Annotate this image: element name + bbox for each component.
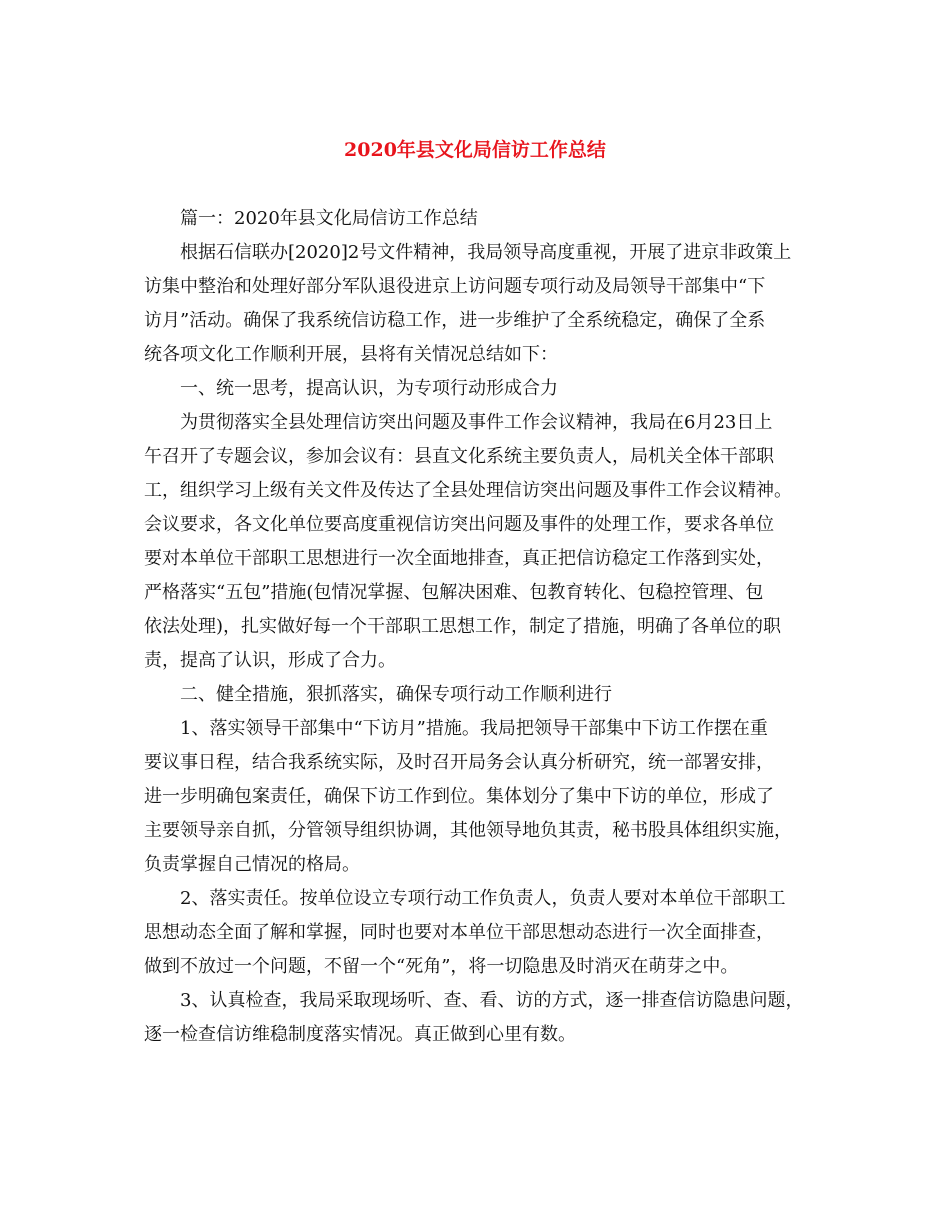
paragraph-line: 要对本单位干部职工思想进行一次全面地排查，真正把信访稳定工作落到实处， [144,548,774,569]
paragraph-line: 3、认真检查，我局采取现场听、查、看、访的方式，逐一排查信访隐患问题， [180,990,804,1011]
paragraph-line: 责，提高了认识，形成了合力。 [144,650,396,671]
paragraph-line: 依法处理)，扎实做好每一个干部职工思想工作，制定了措施，明确了各单位的职 [144,616,782,637]
paragraph-line: 思想动态全面了解和掌握，同时也要对本单位干部思想动态进行一次全面排查， [144,922,774,943]
paragraph-line: 2、落实责任。按单位设立专项行动工作负责人，负责人要对本单位干部职工 [180,888,786,909]
paragraph-line: 统各项文化工作顺利开展，县将有关情况总结如下： [144,344,558,365]
paragraph-line: 为贯彻落实全县处理信访突出问题及事件工作会议精神，我局在6月23日上 [180,412,773,433]
paragraph-line: 逐一检查信访维稳制度落实情况。真正做到心里有数。 [144,1024,576,1045]
document-title: 2020年县文化局信访工作总结 [344,139,606,161]
section-heading-1: 一、统一思考，提高认识，为专项行动形成合力 [180,378,558,399]
paragraph-line: 访集中整治和处理好部分军队退役进京上访问题专项行动及局领导干部集中“下 [144,276,766,297]
paragraph-line: 主要领导亲自抓，分管领导组织协调，其他领导地负其责，秘书股具体组织实施， [144,820,792,841]
paragraph-line: 1、落实领导干部集中“下访月”措施。我局把领导干部集中下访工作摆在重 [180,718,768,739]
paragraph-line: 严格落实“五包”措施(包情况掌握、包解决困难、包教育转化、包稳控管理、包 [144,582,764,603]
document-body [144,202,810,1052]
paragraph-line: 要议事日程，结合我系统实际，及时召开局务会认真分析研究，统一部署安排， [144,752,774,773]
paragraph-heading-part-one: 篇一：2020年县文化局信访工作总结 [180,208,478,229]
section-heading-2: 二、健全措施，狠抓落实，确保专项行动工作顺利进行 [180,684,612,705]
paragraph-line: 会议要求，各文化单位要高度重视信访突出问题及事件的处理工作，要求各单位 [144,514,774,535]
paragraph-line: 做到不放过一个问题，不留一个“死角”，将一切隐患及时消灭在萌芽之中。 [144,956,739,977]
paragraph-line: 工，组织学习上级有关文件及传达了全县处理信访突出问题及事件工作会议精神。 [144,480,792,501]
paragraph-line: 负责掌握自己情况的格局。 [144,854,360,875]
paragraph-line: 根据石信联办[2020]2号文件精神，我局领导高度重视，开展了进京非政策上 [180,242,792,263]
paragraph-line: 进一步明确包案责任，确保下访工作到位。集体划分了集中下访的单位，形成了 [144,786,774,807]
paragraph-line: 访月”活动。确保了我系统信访稳工作，进一步维护了全系统稳定，确保了全系 [144,310,766,331]
paragraph-line: 午召开了专题会议，参加会议有：县直文化系统主要负责人，局机关全体干部职 [144,446,774,467]
